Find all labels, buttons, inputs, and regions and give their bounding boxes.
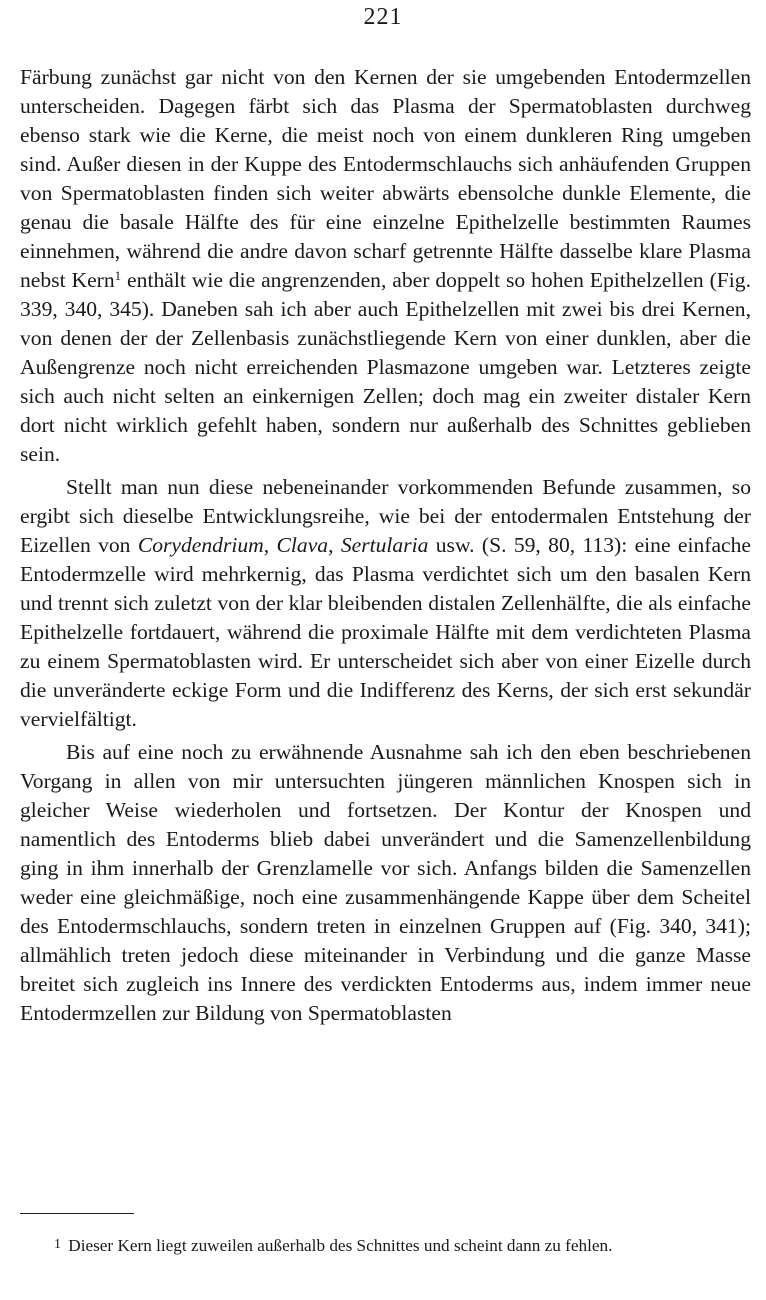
paragraph-1-text-after: enthält wie die angrenzenden, aber doppelt so hohen Epithelzellen (Fig. 339, 340, 345). Daneben sah ich aber auch Epithelzellen mit zwei bis drei Kernen, von denen der der Zellenbasis zunächstliegende Kern von einer dunklen, aber die Außengrenze noch nicht erreichenden Plasmazone umgeben war. Letzteres zeigte sich auch nicht selten an einkernigen Zellen; doch mag ein zweiter distaler Kern dort nicht wirklich gefehlt haben, sondern nur außerhalb des Schnittes geblieben sein. [20,268,751,466]
paragraph-2-text-after: usw. (S. 59, 80, 113): eine einfache Entodermzelle wird mehrkernig, das Plasma verdichtet sich um den basalen Kern und trennt sich zuletzt von der klar bleibenden distalen Zellenhälfte, die als einfache Epithelzelle fortdauert, während die proximale Hälfte mit dem verdichteten Plasma zu einem Spermatoblasten wird. Er unterscheidet sich aber von einer Eizelle durch die unveränderte eckige Form und die Indifferenz des Kerns, der sich erst sekundär vervielfältigt. [20,533,752,731]
footnote-text: Dieser Kern liegt zuweilen außerhalb des Schnittes und scheint dann zu fehlen. [68,1236,613,1255]
footnote [20,1232,751,1259]
separator: , [263,533,277,557]
body-text [20,63,751,1028]
paragraph-1-text: Färbung zunächst gar nicht von den Kernen der sie umgebenden Entodermzellen unterscheiden. Dagegen färbt sich das Plasma der Spermatoblasten durchweg ebenso stark wie die Kerne, die meist noch von einem dunkleren Ring umgeben sind. Außer diesen in der Kuppe des Entodermschlauchs sich anhäufenden Gruppen von Spermatoblasten finden sich weiter abwärts ebensolche dunkle Elemente, die genau die basale Hälfte des für eine einzelne Epithelzelle bestimmten Raumes einnehmen, während die andre davon scharf getrennte Hälfte dasselbe klare Plasma nebst Kern [20,65,751,292]
footnote-divider [20,1213,134,1214]
paragraph-2 [20,473,751,734]
paragraph-2-text: Stellt man nun diese nebeneinander vorkommenden Befunde zusammen, so ergibt sich dieselbe Entwicklungsreihe, wie bei der entodermalen Entstehung der Eizellen von [20,475,751,557]
paragraph-1 [20,63,751,469]
footnote-mark: 1 [54,1237,61,1252]
genus-name: Sertularia [340,533,429,557]
page-number: 221 [363,4,403,30]
genus-name: Corydendrium [137,533,264,557]
genus-name: Clava [276,533,329,557]
separator: , [328,533,341,557]
paragraph-3 [20,738,751,1028]
paragraph-3-text: Bis auf eine noch zu erwähnende Ausnahme sah ich den eben beschriebenen Vorgang in allen von mir untersuchten jüngeren männlichen Knospen sich in gleicher Weise wiederholen und fortsetzen. Der Kontur der Knospen und namentlich des Entoderms blieb dabei unverändert und die Samenzellenbildung ging in ihm innerhalb der Grenzlamelle vor sich. Anfangs bilden die Samenzellen weder eine gleichmäßige, noch eine zusammenhängende Kappe über dem Scheitel des Entodermschlauchs, sondern treten in einzelnen Gruppen auf (Fig. 340, 341); allmählich treten jedoch diese miteinander in Verbindung und die ganze Masse breitet sich zugleich ins Innere des verdickten Entoderms aus, indem immer neue Entodermzellen zur Bildung von Spermatoblasten [20,740,751,1025]
footnote-reference: 1 [114,268,122,283]
